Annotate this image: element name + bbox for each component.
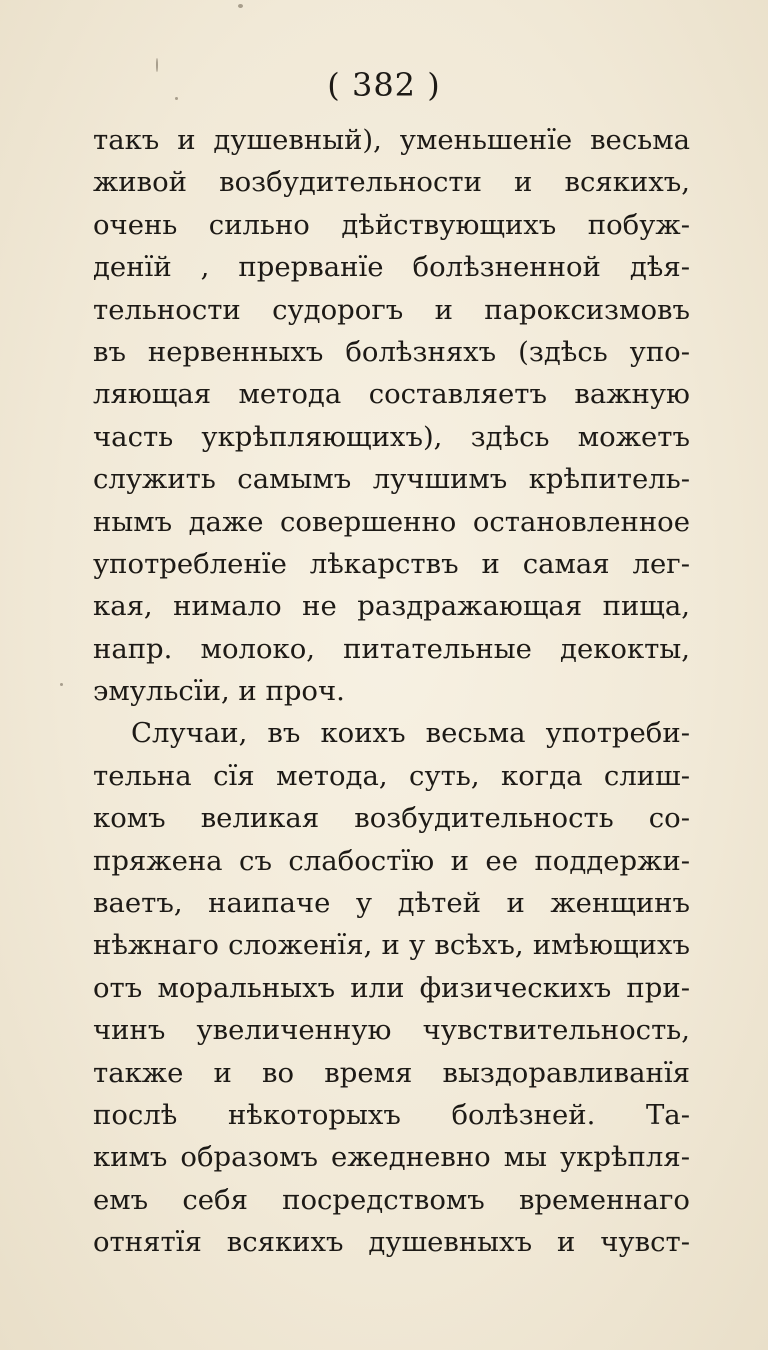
text-line: часть укрѣпляющихъ), здѣсь можетъ bbox=[93, 420, 690, 453]
text-line: послѣ нѣкоторыхъ болѣзней. Та- bbox=[93, 1098, 690, 1131]
text-line: служить самымъ лучшимъ крѣпитель- bbox=[93, 463, 690, 496]
text-line: живой возбудительности и всякихъ, bbox=[93, 166, 690, 199]
text-line: также и во время выздоравливанїя bbox=[93, 1056, 690, 1089]
body-text bbox=[93, 119, 690, 1264]
text-line: отнятїя всякихъ душевныхъ и чувст- bbox=[93, 1226, 690, 1259]
text-line: эмульсїи, и проч. bbox=[93, 675, 345, 708]
text-line: нымъ даже совершенно остановленное bbox=[93, 505, 690, 538]
text-line: отъ моральныхъ или физическихъ при- bbox=[93, 971, 690, 1004]
text-line: ляющая метода составляетъ важную bbox=[93, 378, 690, 411]
text-line: ваетъ, наипаче у дѣтей и женщинъ bbox=[93, 887, 690, 920]
text-line: емъ себя посредствомъ временнаго bbox=[93, 1183, 690, 1216]
text-line: чинъ увеличенную чувствительность, bbox=[93, 1014, 690, 1047]
text-line: пряжена съ слабостїю и ее поддержи- bbox=[93, 844, 690, 877]
text-line: нѣжнаго сложенїя, и у всѣхъ, имѣющихъ bbox=[93, 929, 690, 962]
text-line: комъ великая возбудительность со- bbox=[93, 802, 690, 835]
text-line: такъ и душевный), уменьшенїе весьма bbox=[93, 124, 690, 156]
ink-speck bbox=[238, 4, 243, 8]
text-line: очень сильно дѣйствующихъ побуж- bbox=[93, 208, 690, 241]
page-number: ( 382 ) bbox=[327, 66, 441, 104]
text-line: тельности судорогъ и пароксизмовъ bbox=[93, 293, 690, 326]
text-line: кая, нимало не раздражающая пища, bbox=[93, 590, 690, 623]
text-line: употребленїе лѣкарствъ и самая лег- bbox=[93, 547, 690, 580]
text-line: напр. молоко, питательные декокты, bbox=[93, 632, 690, 665]
paragraph-start-line: Случаи, въ коихъ весьма употреби- bbox=[131, 717, 690, 750]
text-line: денїй , прерванїе болѣзненной дѣя- bbox=[93, 251, 690, 284]
text-line: кимъ образомъ ежедневно мы укрѣпля- bbox=[93, 1141, 690, 1174]
ink-speck bbox=[60, 683, 63, 686]
text-line: въ нервенныхъ болѣзняхъ (здѣсь упо- bbox=[93, 335, 690, 368]
text-line: тельна сїя метода, суть, когда слиш- bbox=[93, 759, 690, 792]
